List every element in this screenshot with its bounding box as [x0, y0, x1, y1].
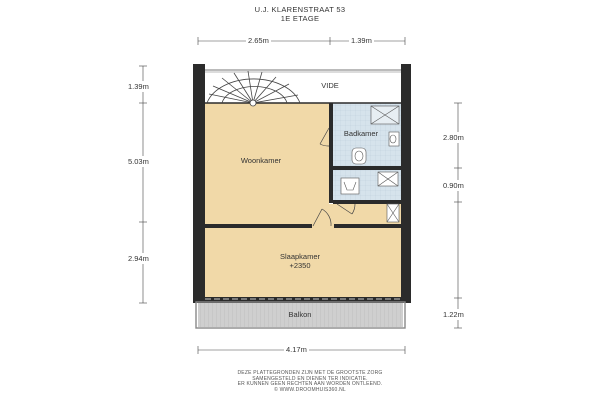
disclaimer-line-4: © WWW.DROOMHUIS360.NL: [274, 386, 346, 393]
room-label-vide: VIDE: [321, 81, 339, 90]
dim-top-left: 2.65m: [248, 36, 269, 45]
room-label-slaapkamer: Slaapkamer: [279, 252, 321, 261]
floor-title: 1E ETAGE: [280, 14, 320, 23]
disclaimer-line-1: DEZE PLATTEGRONDEN ZIJN MET DE GROOTSTE ZORG: [237, 370, 383, 376]
room-label-badkamer: Badkamer: [343, 129, 379, 138]
meter-cupboard: [387, 204, 399, 222]
wall-top-left: [193, 64, 205, 72]
boiler: [378, 172, 398, 186]
wall-bath-left: [329, 103, 333, 203]
toilet: [352, 148, 366, 164]
dim-top-right: 1.39m: [351, 36, 372, 45]
disclaimer: [190, 371, 430, 393]
dim-right-3: 1.22m: [443, 310, 464, 319]
sink: [389, 132, 399, 146]
washing-machine: [341, 178, 359, 194]
disclaimer-line-3: ER KUNNEN GEEN RECHTEN AAN WORDEN ONTLEEND.: [237, 381, 383, 388]
room-level-slaapkamer: +2350: [289, 261, 311, 270]
wall-middle: [205, 224, 401, 228]
shower: [371, 106, 399, 124]
dim-right-1: 2.80m: [443, 133, 464, 142]
dim-left-3: 2.94m: [128, 254, 149, 263]
dim-left-2: 5.03m: [128, 157, 149, 166]
address-title: U.J. KLARENSTRAAT 53: [254, 5, 346, 14]
room-label-woonkamer: Woonkamer: [240, 156, 282, 165]
wall-right: [401, 64, 411, 303]
wall-toilet-bottom: [333, 200, 401, 204]
disclaimer-line-2: SAMENGESTELD EN DIENEN TER INDICATIE.: [252, 375, 368, 382]
wall-left: [193, 64, 205, 303]
wall-bath-bottom: [333, 166, 401, 170]
room-label-balkon: Balkon: [288, 310, 312, 319]
dim-left-1: 1.39m: [128, 82, 149, 91]
dim-bottom: 4.17m: [286, 345, 307, 354]
dim-right-2: 0.90m: [443, 181, 464, 190]
